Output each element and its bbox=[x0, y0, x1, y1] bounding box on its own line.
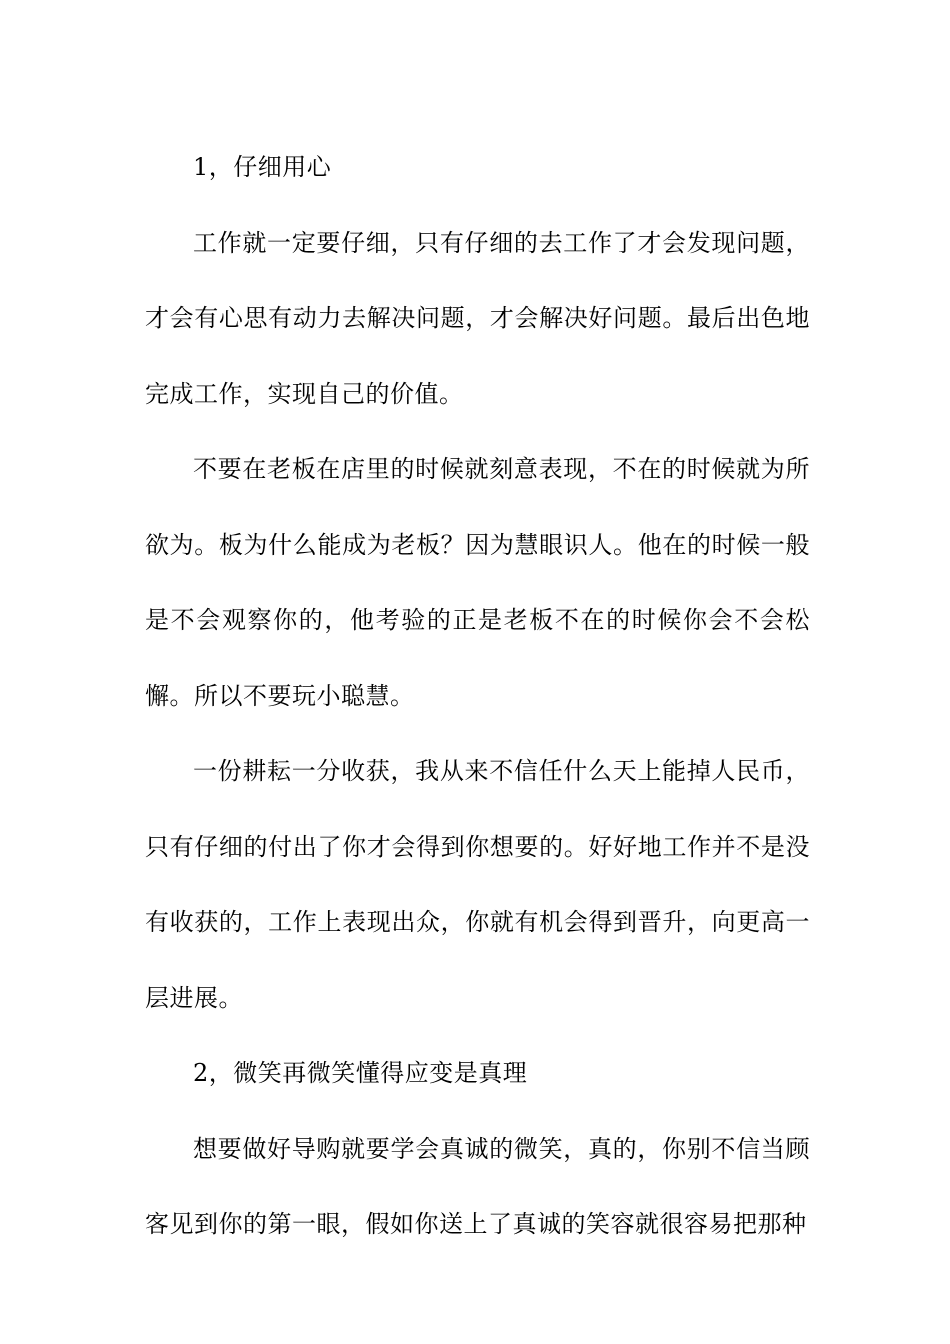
document-body bbox=[145, 130, 810, 1263]
paragraph-2-1: 想要做好导购就要学会真诚的微笑，真的，你别不信当顾客见到你的第一眼，假如你送上了真诚的笑容就很容易把那种 bbox=[145, 1134, 810, 1238]
paragraph-1-2: 不要在老板在店里的时候就刻意表现，不在的时候就为所欲为。板为什么能成为老板？因为慧眼识人。他在的时候一般是不会观察你的，他考验的正是老板不在的时候你会不会松懈。所以不要玩小聪慧。 bbox=[145, 455, 810, 710]
paragraph-1-3: 一份耕耘一分收获，我从来不信任什么天上能掉人民币，只有仔细的付出了你才会得到你想要的。好好地工作并不是没有收获的，工作上表现出众，你就有机会得到晋升，向更高一层进展。 bbox=[145, 757, 810, 1012]
paragraph-1-1: 工作就一定要仔细，只有仔细的去工作了才会发现问题，才会有心思有动力去解决问题，才会解决好问题。最后出色地完成工作，实现自己的价值。 bbox=[145, 228, 810, 408]
section-heading-1: 1，仔细用心 bbox=[193, 153, 332, 181]
section-heading-2: 2，微笑再微笑懂得应变是真理 bbox=[193, 1059, 528, 1087]
